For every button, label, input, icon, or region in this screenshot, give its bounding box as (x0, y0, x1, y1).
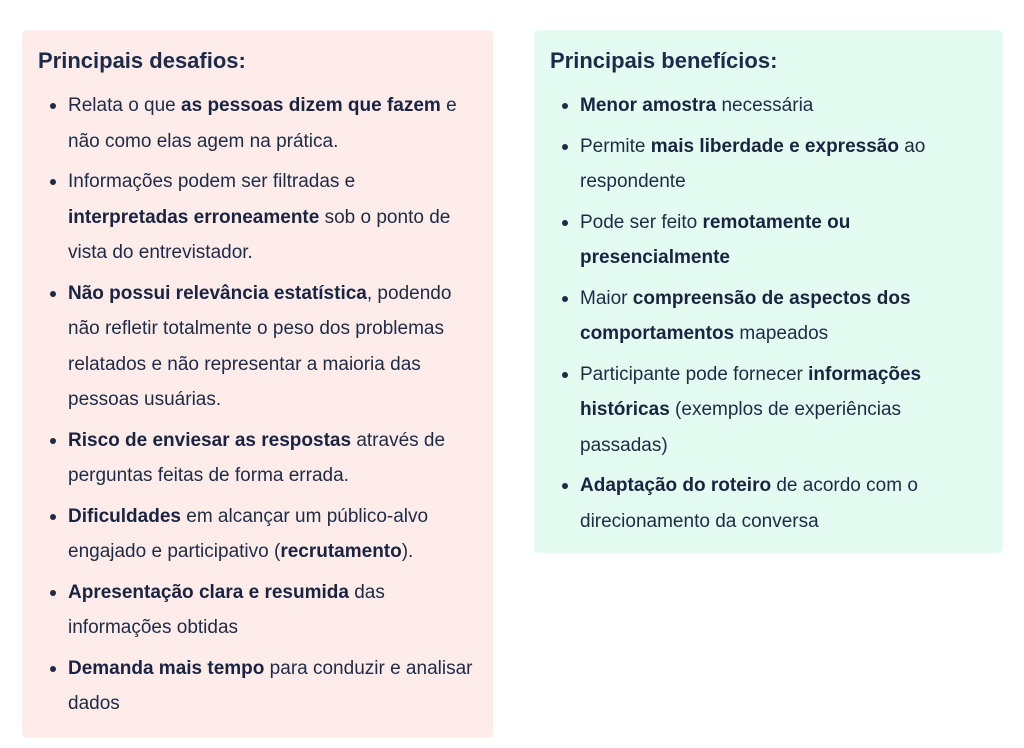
list-item: Informações podem ser filtradas e interpretadas erroneamente sob o ponto de vista do entrevistador. (38, 164, 477, 271)
list-item: Maior compreensão de aspectos dos comportamentos mapeados (550, 281, 987, 352)
challenges-card (22, 30, 493, 738)
benefits-title: Principais benefícios: (550, 48, 778, 73)
challenges-list (38, 88, 477, 722)
list-item: Dificuldades em alcançar um público-alvo engajado e participativo (recrutamento). (38, 499, 477, 570)
benefits-list (550, 88, 987, 539)
list-item: Menor amostra necessária (550, 88, 987, 124)
list-item: Pode ser feito remotamente ou presencialmente (550, 205, 987, 276)
list-item: Relata o que as pessoas dizem que fazem e não como elas agem na prática. (38, 88, 477, 159)
list-item: Participante pode fornecer informações históricas (exemplos de experiências passadas) (550, 357, 987, 464)
challenges-title: Principais desafios: (38, 48, 246, 73)
list-item: Risco de enviesar as respostas através de perguntas feitas de forma errada. (38, 423, 477, 494)
benefits-card (534, 30, 1003, 553)
list-item: Não possui relevância estatística, podendo não refletir totalmente o peso dos problemas relatados e não representar a maioria das pessoas usuárias. (38, 276, 477, 418)
list-item: Demanda mais tempo para conduzir e analisar dados (38, 651, 477, 722)
list-item: Apresentação clara e resumida das informações obtidas (38, 575, 477, 646)
list-item: Adaptação do roteiro de acordo com o direcionamento da conversa (550, 468, 987, 539)
list-item: Permite mais liberdade e expressão ao respondente (550, 129, 987, 200)
